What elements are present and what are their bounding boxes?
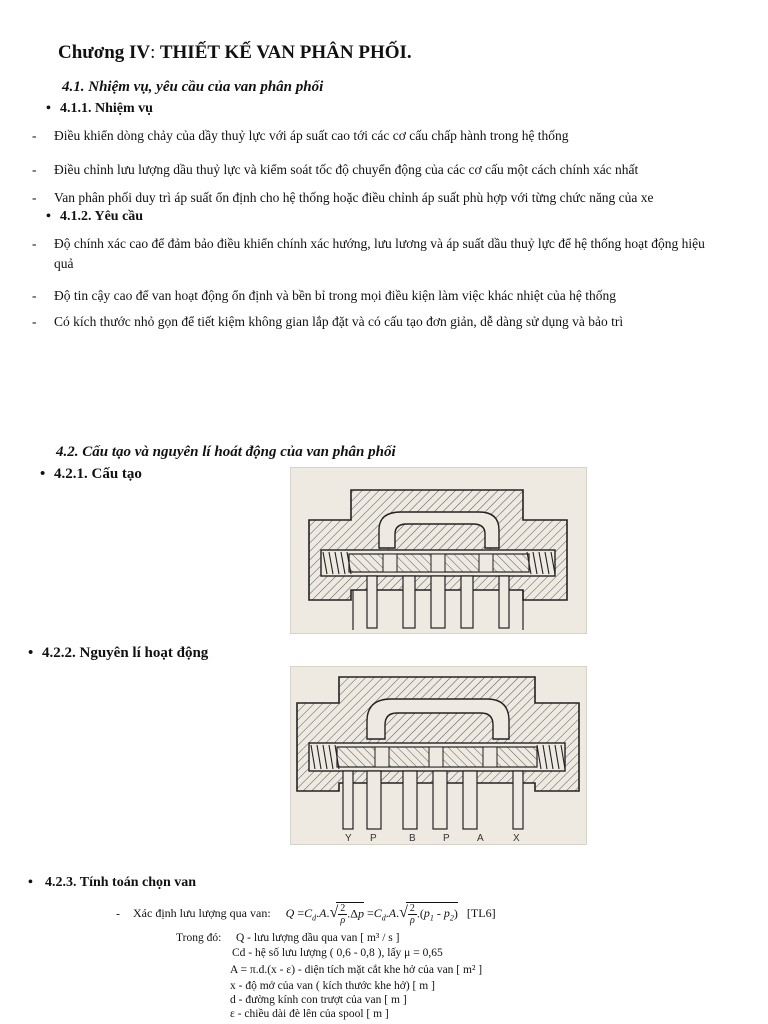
definition-x: x - độ mở của van ( kích thước khe hở) [ m ]: [230, 980, 435, 992]
flow-formula-intro: Xác định lưu lượng qua van:: [133, 906, 271, 921]
dash-marker: -: [32, 288, 37, 303]
subsection-4-2-3: [28, 875, 196, 891]
task-item-1: Điều khiển dòng chảy của dầy thuỷ lực với áp suất cao tới các cơ cấu chấp hành trong hệ thống: [54, 128, 569, 143]
flow-formula-line: [116, 902, 496, 926]
requirement-item-3: Có kích thước nhỏ gọn để tiết kiệm không gian lắp đặt và có cấu tạo đơn giản, dễ dàng sử dụng và bảo trì: [54, 314, 624, 329]
definition-epsilon: ε - chiều dài đè lên của spool [ m ]: [230, 1008, 389, 1020]
port-label-y: Y: [345, 833, 352, 844]
port-label-p-left: P: [370, 833, 377, 844]
valve-operation-figure: [290, 666, 587, 845]
bullet: •: [46, 209, 51, 224]
requirement-item-1: Độ chính xác cao để đảm bảo điều khiển chính xác hướng, lưu lương và áp suất dầu thuỷ lực để hệ thống hoạt động hiệu quả: [54, 236, 705, 271]
bullet: •: [46, 101, 51, 116]
dash-marker: -: [32, 236, 37, 251]
chapter-prefix: Chương IV: [58, 42, 151, 63]
port-label-b: B: [409, 833, 416, 844]
list-item: [32, 286, 744, 306]
subsection-4-2-2: [28, 645, 208, 662]
requirement-item-2: Độ tin cậy cao để van hoạt động ổn định và bền bỉ trong mọi điều kiện làm việc khác nhiệt của hệ thống: [54, 288, 616, 303]
bullet: •: [28, 875, 33, 890]
subsection-4-2-1-title: 4.2.1. Cấu tạo: [54, 466, 142, 482]
where-label: Trong đó:: [176, 932, 222, 944]
port-label-x: X: [513, 833, 520, 844]
subsection-4-1-1-title: 4.1.1. Nhiệm vụ: [60, 101, 153, 116]
port-labels: [345, 833, 520, 844]
definition-d: d - đường kính con trượt của van [ m ]: [230, 994, 407, 1006]
bullet: •: [28, 645, 34, 661]
dash-marker: -: [32, 314, 37, 329]
dash-marker: -: [32, 162, 37, 177]
formula-reference: [TL6]: [466, 906, 496, 921]
definition-a: A = π.d.(x - ε) - diện tích mặt cắt khe hở của van [ m² ]: [230, 964, 483, 976]
list-item: [32, 160, 744, 180]
section-4-1-title: 4.1. Nhiệm vụ, yêu cầu của van phân phối: [62, 79, 324, 95]
valve-operation-drawing: [291, 667, 586, 844]
list-item: [32, 188, 744, 208]
list-item: [32, 126, 734, 146]
definition-q: Q - lưu lượng dầu qua van [ m³ / s ]: [236, 932, 400, 944]
subsection-4-2-3-title: 4.2.3. Tính toán chọn van: [45, 875, 197, 890]
bullet: •: [40, 466, 46, 482]
chapter-title: [58, 42, 412, 64]
chapter-separator: :: [150, 42, 156, 63]
task-item-3: Van phân phối duy trì áp suất ổn định cho hệ thống hoặc điều chỉnh áp suất phù hợp với từng chức năng của xe: [54, 190, 654, 205]
valve-cross-section-drawing: [291, 468, 586, 633]
port-label-a: A: [477, 833, 484, 844]
chapter-name: THIẾT KẾ VAN PHÂN PHỐI.: [159, 42, 412, 63]
dash-marker: -: [32, 190, 37, 205]
port-label-p: P: [443, 833, 450, 844]
definition-cd: Cd - hệ số lưu lượng ( 0,6 - 0,8 ), lấy μ = 0,65: [232, 947, 443, 959]
section-4-2-title: 4.2. Cấu tạo và nguyên lí hoát động của van phân phối: [56, 444, 396, 460]
dash-marker: -: [32, 128, 37, 143]
flow-formula: $Q =C_d.A.√$ $\frac{2}{\rho}$ $.\Delta p =C_d.A.√$ $\frac{2}{\rho}$ $.(p_1 - p_2)$: [285, 903, 458, 926]
list-item: [32, 312, 744, 332]
subsection-4-1-2: [46, 209, 143, 225]
subsection-4-2-2-title: 4.2.2. Nguyên lí hoạt động: [42, 645, 209, 661]
subsection-4-2-1: [40, 466, 142, 483]
task-item-2: Điều chỉnh lưu lượng dầu thuỷ lực và kiểm soát tốc độ chuyển động của các cơ cấu một cách chính xác nhất: [54, 162, 639, 177]
subsection-4-1-2-title: 4.1.2. Yêu cầu: [60, 209, 144, 224]
subsection-4-1-1: [46, 101, 153, 117]
valve-structure-figure: [290, 467, 587, 634]
dash-marker: -: [116, 906, 120, 921]
list-item: [32, 234, 714, 274]
